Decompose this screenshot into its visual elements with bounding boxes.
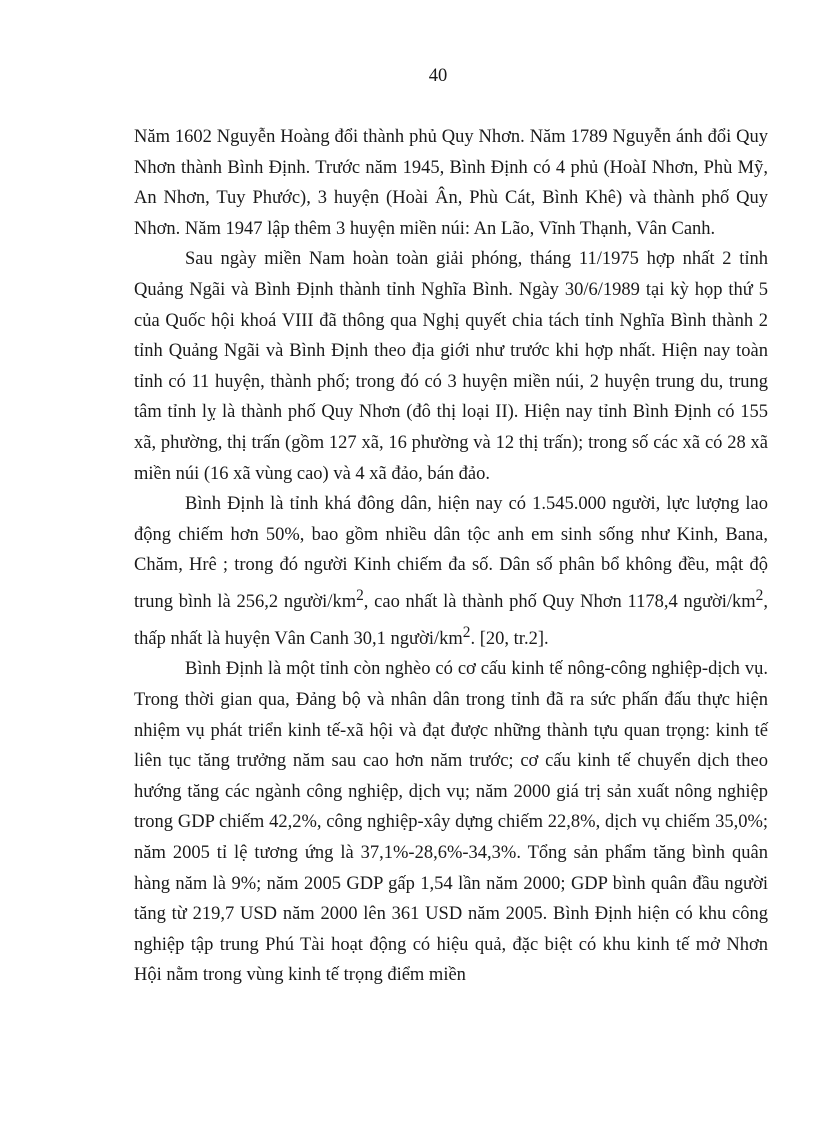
paragraph-administration: Sau ngày miền Nam hoàn toàn giải phóng, tháng 11/1975 hợp nhất 2 tỉnh Quảng Ngãi và Bình Định thành tỉnh Nghĩa Bình. Ngày 30/6/1989 tại kỳ họp thứ 5 của Quốc hội khoá VIII đã thông qua Nghị quyết chia tách tỉnh Nghĩa Bình thành 2 tỉnh Quảng Ngãi và Bình Định theo địa giới như trước khi hợp nhất. Hiện nay toàn tỉnh có 11 huyện, thành phố; trong đó có 3 huyện miền núi, 2 huyện trung du, trung tâm tỉnh lỵ là thành phố Quy Nhơn (đô thị loại II). Hiện nay tỉnh Bình Định có 155 xã, phường, thị trấn (gồm 127 xã, 16 phường và 12 thị trấn); trong số các xã có 28 xã miền núi (16 xã vùng cao) và 4 xã đảo, bán đảo.: [134, 249, 768, 484]
text-segment: , cao nhất là thành phố Quy Nhơn 1178,4 người/km: [363, 592, 756, 613]
superscript: 2: [462, 623, 471, 641]
superscript: 2: [356, 586, 364, 604]
text-segment: Bình Định là tỉnh khá đông dân, hiện nay có 1.545.000 người, lực lượng lao động chiếm hơn 50%, bao gồm nhiều dân tộc anh em sinh sống như Kinh, Bana, Chăm, Hrê ; trong đó người Kinh chiếm đa số. Dân số phân bổ không đều, mật độ trung bình là 256,2 người/km: [134, 494, 768, 613]
superscript: 2: [755, 586, 764, 604]
paragraph-population: [134, 489, 768, 654]
body-text: [134, 122, 768, 991]
text-segment: . [20, tr.2].: [470, 628, 549, 649]
paragraph-economy: Bình Định là một tỉnh còn nghèo có cơ cấu kinh tế nông-công nghiệp-dịch vụ. Trong thời gian qua, Đảng bộ và nhân dân trong tỉnh đã ra sức phấn đấu thực hiện nhiệm vụ phát triển kinh tế-xã hội và đạt được những thành tựu quan trọng: kinh tế liên tục tăng trưởng năm sau cao hơn năm trước; cơ cấu kinh tế chuyển dịch theo hướng tăng các ngành công nghiệp, dịch vụ; năm 2000 giá trị sản xuất nông nghiệp trong GDP chiếm 42,2%, công nghiệp-xây dựng chiếm 22,8%, dịch vụ chiếm 35,0%; năm 2005 tỉ lệ tương ứng là 37,1%-28,6%-34,3%. Tổng sản phẩm tăng bình quân hàng năm là 9%; năm 2005 GDP gấp 1,54 lần năm 2000; GDP bình quân đầu người tăng từ 219,7 USD năm 2000 lên 361 USD năm 2005. Bình Định hiện có khu công nghiệp tập trung Phú Tài hoạt động có hiệu quả, đặc biệt có khu kinh tế mở Nhơn Hội nằm trong vùng kinh tế trọng điểm miền: [134, 659, 768, 986]
text-segment: , thấp nhất là huyện Vân Canh 30,1 người/km: [134, 592, 768, 649]
page-number: 40: [428, 66, 448, 86]
paragraph-history: Năm 1602 Nguyễn Hoàng đổi thành phủ Quy Nhơn. Năm 1789 Nguyễn ánh đổi Quy Nhơn thành Bình Định. Trước năm 1945, Bình Định có 4 phủ (HoàI Nhơn, Phù Mỹ, An Nhơn, Tuy Phước), 3 huyện (Hoài Ân, Phù Cát, Bình Khê) và thành phố Quy Nhơn. Năm 1947 lập thêm 3 huyện miền núi: An Lão, Vĩnh Thạnh, Vân Canh.: [134, 127, 768, 239]
